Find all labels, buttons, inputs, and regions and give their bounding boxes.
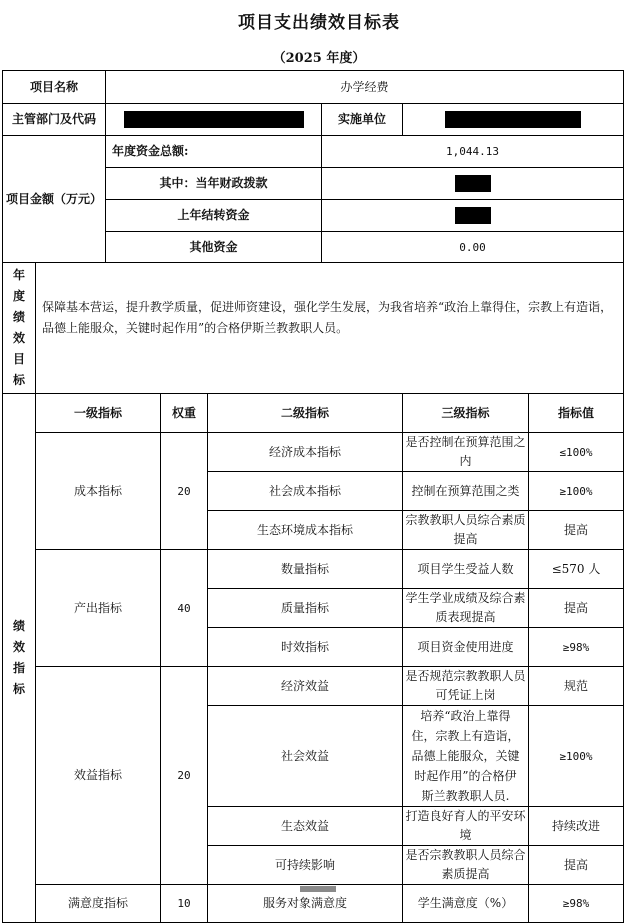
dept-value: [106, 104, 322, 136]
value-cell: 提高: [529, 846, 624, 885]
weight-benefit: 20: [161, 667, 208, 885]
row-department: [3, 104, 624, 136]
row-amount-total: [3, 136, 624, 168]
row-project-name: [3, 71, 624, 104]
level3-cell: 是否宗教教职人员综合素质提高: [403, 846, 529, 885]
level2-cell: 质量指标: [208, 589, 403, 628]
fiscal-appropriation-label: 其中：当年财政拨款: [106, 168, 322, 200]
carryover-label: 上年结转资金: [106, 200, 322, 232]
page-title: 项目支出绩效目标表: [238, 13, 400, 33]
level3-cell: 学生学业成绩及综合素质表现提高: [403, 589, 529, 628]
value-cell: ≥100%: [529, 706, 624, 807]
value-cell: 持续改进: [529, 807, 624, 846]
other-funds-label: 其他资金: [106, 232, 322, 263]
level1-cost: 成本指标: [36, 433, 161, 550]
value-cell: ≥98%: [529, 885, 624, 923]
level2-cell: 经济效益: [208, 667, 403, 706]
value-cell: ≥100%: [529, 472, 624, 511]
header-level3: 三级指标: [403, 394, 529, 433]
carryover-value: [322, 200, 624, 232]
level3-cell: 培养“政治上靠得住，宗教上有造诣，品德上能服众，关键时起作用”的合格伊斯兰教教职人员.: [403, 706, 529, 807]
annual-goal-text: 保障基本营运，提升教学质量，促进师资建设，强化学生发展，为我省培养“政治上靠得住，宗教上有造诣，品德上能服众，关键时起作用”的合格伊斯兰教教职人员。: [36, 263, 624, 394]
level3-cell: 项目学生受益人数: [403, 550, 529, 589]
performance-indicators-label: 绩 效 指 标: [3, 394, 36, 923]
level3-cell: 学生满意度（%）: [403, 885, 529, 923]
level2-cell: 可持续影响: [208, 846, 403, 885]
level1-output: 产出指标: [36, 550, 161, 667]
level3-cell: 是否控制在预算范围之内: [403, 433, 529, 472]
weight-cost: 20: [161, 433, 208, 550]
header-value: 指标值: [529, 394, 624, 433]
level2-cell: 经济成本指标: [208, 433, 403, 472]
level2-cell: 服务对象满意度: [208, 885, 403, 923]
indicator-header-row: [3, 394, 624, 433]
value-cell: ≤100%: [529, 433, 624, 472]
total-amount-label: 年度资金总额:: [106, 136, 322, 168]
project-name-value: 办学经费: [106, 71, 624, 104]
level3-cell: 项目资金使用进度: [403, 628, 529, 667]
level3-cell: 打造良好育人的平安环境: [403, 807, 529, 846]
total-amount-value: 1,044.13: [322, 136, 624, 168]
table-row: [3, 667, 624, 706]
annual-goal-label: 年 度 绩 效 目 标: [3, 263, 36, 394]
level2-cell: 时效指标: [208, 628, 403, 667]
value-cell: ≤570 人: [529, 550, 624, 589]
level2-cell: 社会效益: [208, 706, 403, 807]
redaction-block: [124, 111, 304, 128]
value-cell: ≥98%: [529, 628, 624, 667]
impl-unit-value: [403, 104, 624, 136]
level2-cell: 生态效益: [208, 807, 403, 846]
value-cell: 提高: [529, 589, 624, 628]
redaction-block: [455, 207, 491, 224]
impl-unit-label: 实施单位: [322, 104, 403, 136]
header-level1: 一级指标: [36, 394, 161, 433]
weight-satisfaction: 10: [161, 885, 208, 923]
level3-cell: 宗教教职人员综合素质提高: [403, 511, 529, 550]
fiscal-appropriation-value: [322, 168, 624, 200]
level3-cell: 是否规范宗教教职人员可凭证上岗: [403, 667, 529, 706]
table-row: [3, 433, 624, 472]
level3-cell: 控制在预算范围之类: [403, 472, 529, 511]
fiscal-year: （2025 年度）: [272, 51, 366, 66]
header-level2: 二级指标: [208, 394, 403, 433]
table-row: [3, 550, 624, 589]
row-annual-goal: [3, 263, 624, 394]
level1-benefit: 效益指标: [36, 667, 161, 885]
level2-cell: 生态环境成本指标: [208, 511, 403, 550]
level1-satisfaction: 满意度指标: [36, 885, 161, 923]
level2-cell: 社会成本指标: [208, 472, 403, 511]
header-weight: 权重: [161, 394, 208, 433]
performance-table: [2, 70, 624, 923]
project-name-label: 项目名称: [3, 71, 106, 104]
other-funds-value: 0.00: [322, 232, 624, 263]
value-cell: 提高: [529, 511, 624, 550]
weight-output: 40: [161, 550, 208, 667]
value-cell: 规范: [529, 667, 624, 706]
redaction-block: [455, 175, 491, 192]
amount-label: 项目金额（万元）: [3, 136, 106, 263]
redaction-block: [445, 111, 581, 128]
dept-label: 主管部门及代码: [3, 104, 106, 136]
level2-cell: 数量指标: [208, 550, 403, 589]
page-scroll-tab: [300, 886, 336, 892]
